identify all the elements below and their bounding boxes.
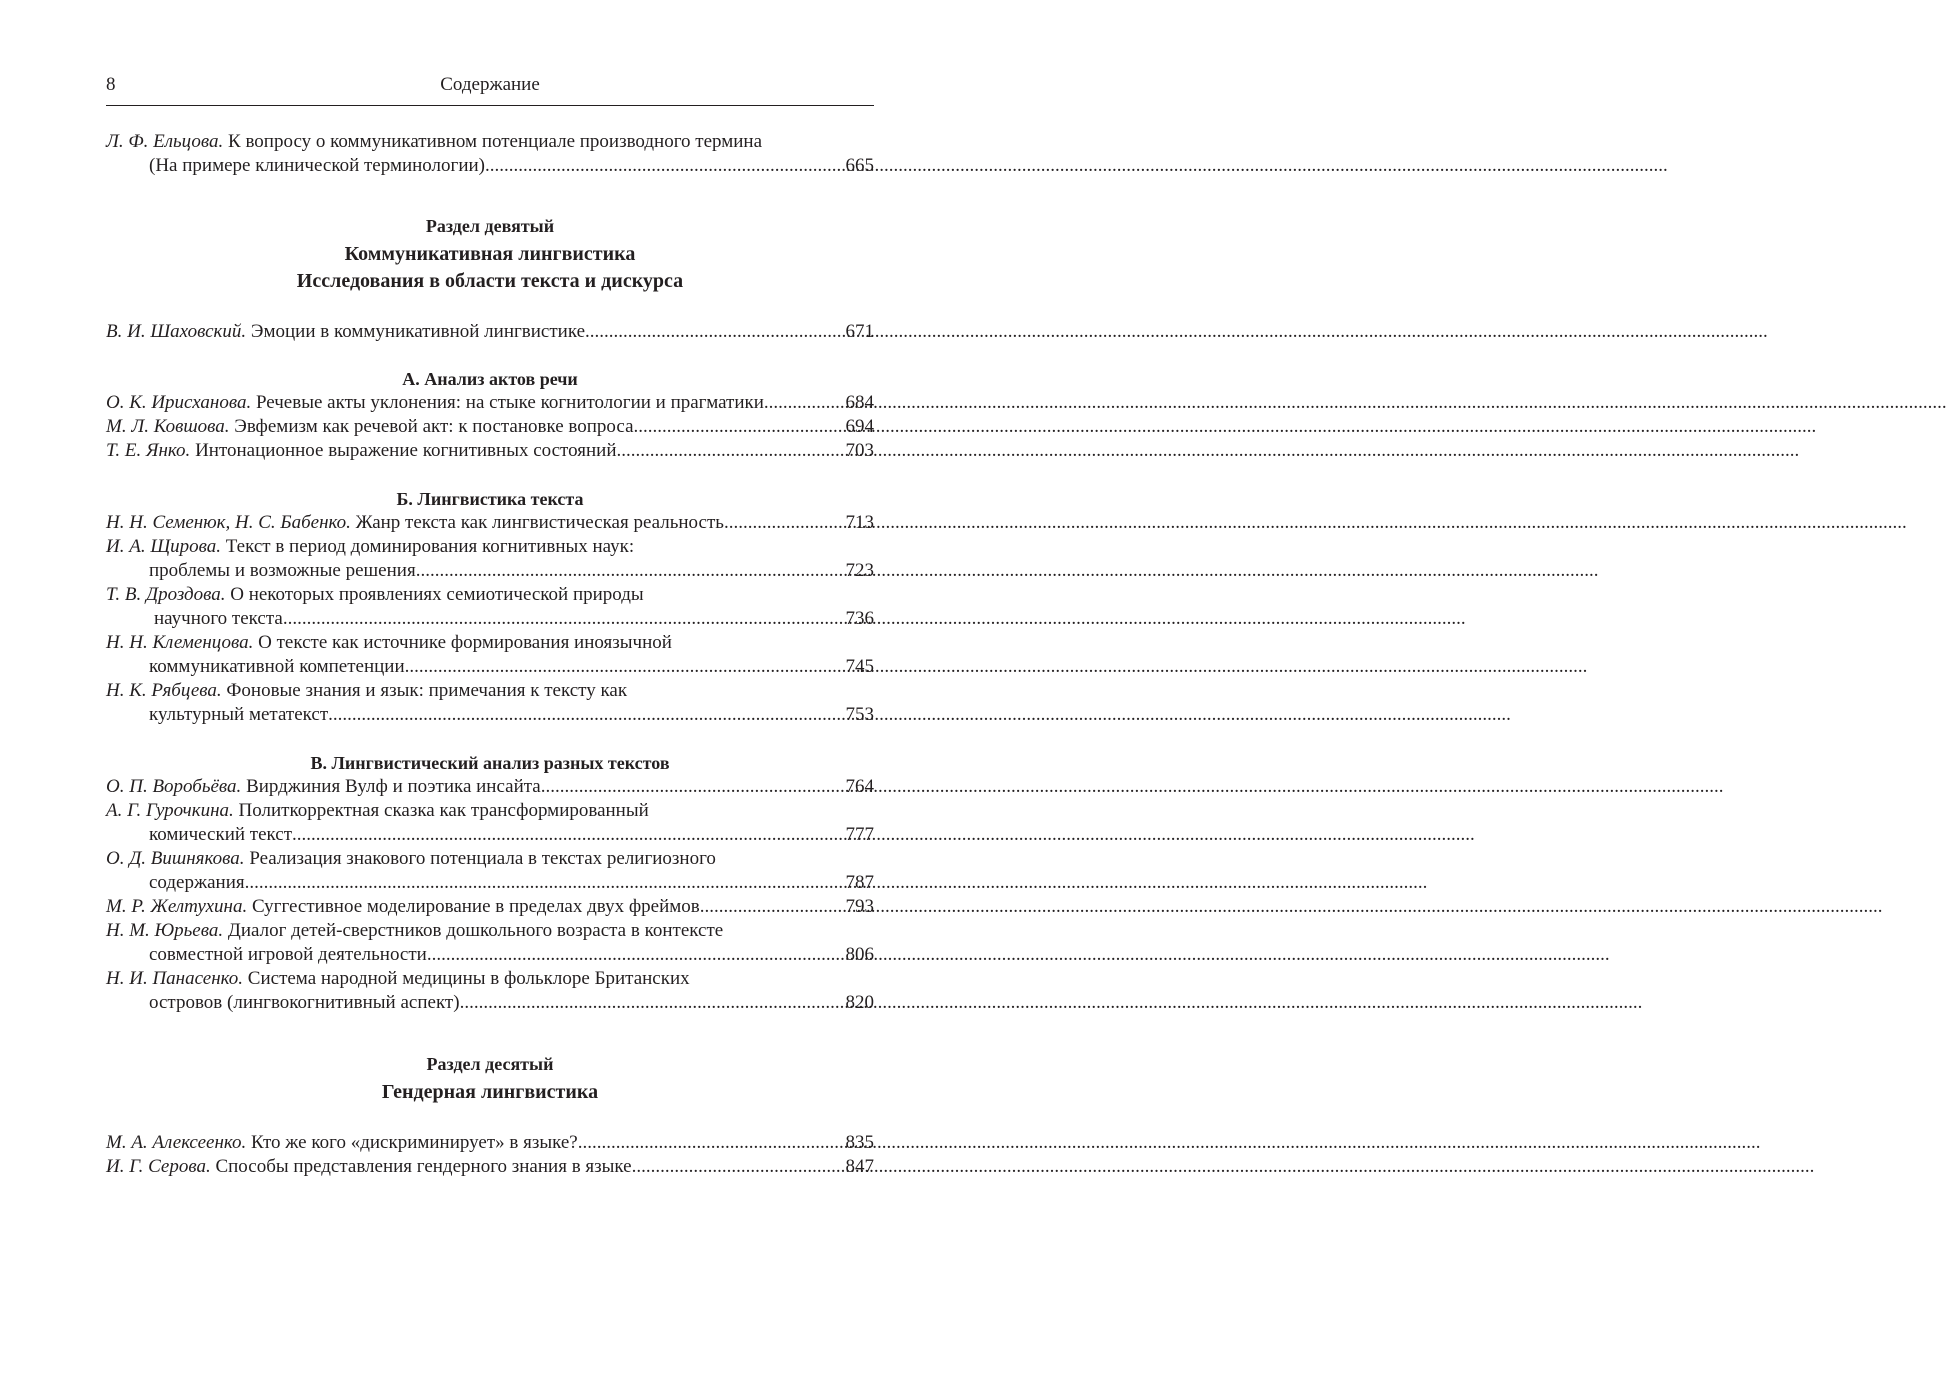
- header-rule: [106, 105, 874, 106]
- entry-author: Н. И. Панасенко.: [106, 968, 244, 989]
- table-of-contents: [106, 130, 874, 1179]
- entry-title: Вирджиния Вулф и поэтика инсайта: [246, 776, 541, 797]
- entry-title: Интонационное выражение когнитивных состояний: [195, 440, 617, 461]
- entry-title-cont: совместной игровой деятельности: [149, 944, 427, 965]
- dot-leader: [427, 943, 846, 967]
- entry-title: Кто же кого «дискриминирует» в языке?: [251, 1132, 578, 1153]
- dot-leader: [245, 871, 846, 895]
- section-subtitle: Исследования в области текста и дискурса: [296, 270, 684, 292]
- entry-page: 777: [845, 824, 874, 845]
- entry-title-cont: коммуникативной компетенции: [149, 656, 405, 677]
- entry-page: 713: [845, 512, 874, 533]
- dot-leader: [485, 154, 846, 178]
- entry-title: О некоторых проявлениях семиотической природы: [230, 584, 644, 605]
- page-number: 8: [106, 74, 116, 95]
- entry-title: Суггестивное моделирование в пределах двух фреймов: [251, 896, 700, 917]
- entry-author: И. А. Щирова.: [106, 536, 222, 557]
- entry-author: М. Л. Ковшова.: [106, 416, 230, 437]
- section-label: Раздел десятый: [426, 1054, 554, 1074]
- entry-title: Система народной медицины в фольклоре Британских: [247, 968, 690, 989]
- entry-author: Т. В. Дроздова.: [106, 584, 226, 605]
- entry-page: 847: [845, 1156, 874, 1177]
- entry-page: 684: [845, 392, 874, 413]
- dot-leader: [292, 823, 845, 847]
- toc-entry[interactable]: [106, 967, 874, 1015]
- dot-leader: [283, 607, 846, 631]
- entry-page: 694: [845, 416, 874, 437]
- entry-page: 665: [845, 155, 874, 176]
- running-title: Содержание: [440, 74, 540, 95]
- entry-title-cont: (На примере клинической терминологии): [149, 155, 485, 176]
- page-header: [106, 74, 874, 108]
- dot-leader: [634, 415, 846, 439]
- entry-author: О. П. Воробьёва.: [106, 776, 242, 797]
- entry-title: К вопросу о коммуникативном потенциале производного термина: [228, 131, 763, 152]
- entry-page: 806: [845, 944, 874, 965]
- dot-leader: [700, 895, 846, 919]
- entry-author: Т. Е. Янко.: [106, 440, 191, 461]
- entry-author: В. И. Шаховский.: [106, 321, 247, 342]
- entry-page: 703: [845, 440, 874, 461]
- entry-author: Н. Н. Семенюк, Н. С. Бабенко.: [106, 512, 351, 533]
- section-title: Гендерная лингвистика: [381, 1081, 599, 1103]
- entry-title-cont: содержания: [149, 872, 245, 893]
- entry-author: М. А. Алексеенко.: [106, 1132, 247, 1153]
- entry-title-cont: островов (лингвокогнитивный аспект): [149, 992, 460, 1013]
- entry-title: Речевые акты уклонения: на стыке когнитологии и прагматики: [255, 392, 764, 413]
- toc-entry[interactable]: [106, 391, 874, 415]
- toc-entry[interactable]: [106, 1131, 874, 1155]
- dot-leader: [416, 559, 846, 583]
- dot-leader: [617, 439, 846, 463]
- toc-entry[interactable]: [106, 799, 874, 847]
- dot-leader: [724, 511, 846, 535]
- subsection-heading: А. Анализ актов речи: [402, 369, 578, 389]
- entry-page: 835: [845, 1132, 874, 1153]
- entry-author: Н. М. Юрьева.: [106, 920, 224, 941]
- dot-leader: [764, 391, 846, 415]
- entry-author: Н. Н. Клеменцова.: [106, 632, 254, 653]
- entry-title: Жанр текста как лингвистическая реальность: [355, 512, 724, 533]
- entry-author: О. Д. Вишнякова.: [106, 848, 245, 869]
- entry-author: Л. Ф. Ельцова.: [106, 131, 224, 152]
- entry-title: Политкорректная сказка как трансформированный: [238, 800, 649, 821]
- entry-author: Н. К. Рябцева.: [106, 680, 222, 701]
- toc-entry[interactable]: [106, 511, 874, 535]
- toc-entry[interactable]: [106, 535, 874, 583]
- entry-page: 793: [845, 896, 874, 917]
- dot-leader: [541, 775, 846, 799]
- toc-entry[interactable]: [106, 679, 874, 727]
- entry-page: 820: [845, 992, 874, 1013]
- toc-entry[interactable]: [106, 439, 874, 463]
- entry-title: Диалог детей-сверстников дошкольного возраста в контексте: [227, 920, 724, 941]
- entry-title: Эмоции в коммуникативной лингвистике: [250, 321, 586, 342]
- entry-title-cont: комический текст: [149, 824, 293, 845]
- toc-entry[interactable]: [106, 415, 874, 439]
- dot-leader: [578, 1131, 846, 1155]
- dot-leader: [585, 320, 845, 344]
- entry-title: Способы представления гендерного знания в языке: [215, 1156, 632, 1177]
- entry-author: М. Р. Желтухина.: [106, 896, 248, 917]
- entry-title: О тексте как источнике формирования иноязычной: [258, 632, 672, 653]
- entry-title-cont: культурный метатекст: [149, 704, 329, 725]
- entry-page: 764: [845, 776, 874, 797]
- dot-leader: [328, 703, 845, 727]
- entry-page: 787: [845, 872, 874, 893]
- entry-page: 745: [845, 656, 874, 677]
- subsection-heading: Б. Лингвистика текста: [396, 489, 584, 509]
- entry-author: А. Г. Гурочкина.: [106, 800, 234, 821]
- entry-title: Фоновые знания и язык: примечания к тексту как: [226, 680, 628, 701]
- entry-page: 671: [845, 321, 874, 342]
- entry-page: 753: [845, 704, 874, 725]
- entry-title: Текст в период доминирования когнитивных наук:: [225, 536, 635, 557]
- toc-entry[interactable]: [106, 775, 874, 799]
- subsection-heading: В. Лингвистический анализ разных текстов: [310, 753, 670, 773]
- toc-entry[interactable]: [106, 919, 874, 967]
- dot-leader: [460, 991, 846, 1015]
- entry-author: О. К. Ирисханова.: [106, 392, 252, 413]
- entry-title-cont: научного текста: [154, 608, 283, 629]
- toc-entry[interactable]: [106, 895, 874, 919]
- entry-author: И. Г. Серова.: [106, 1156, 211, 1177]
- entry-title: Реализация знакового потенциала в текстах религиозного: [249, 848, 716, 869]
- dot-leader: [405, 655, 846, 679]
- toc-entry[interactable]: [106, 320, 874, 344]
- section-title: Коммуникативная лингвистика: [344, 243, 636, 265]
- toc-entry[interactable]: [106, 583, 874, 631]
- entry-page: 723: [845, 560, 874, 581]
- toc-entry[interactable]: [106, 847, 874, 895]
- toc-entry[interactable]: [106, 1155, 874, 1179]
- section-label: Раздел девятый: [425, 216, 555, 236]
- toc-entry[interactable]: [106, 631, 874, 679]
- entry-page: 736: [845, 608, 874, 629]
- dot-leader: [632, 1155, 846, 1179]
- entry-title: Эвфемизм как речевой акт: к постановке вопроса: [234, 416, 634, 437]
- toc-entry[interactable]: [106, 130, 874, 178]
- entry-title-cont: проблемы и возможные решения: [149, 560, 416, 581]
